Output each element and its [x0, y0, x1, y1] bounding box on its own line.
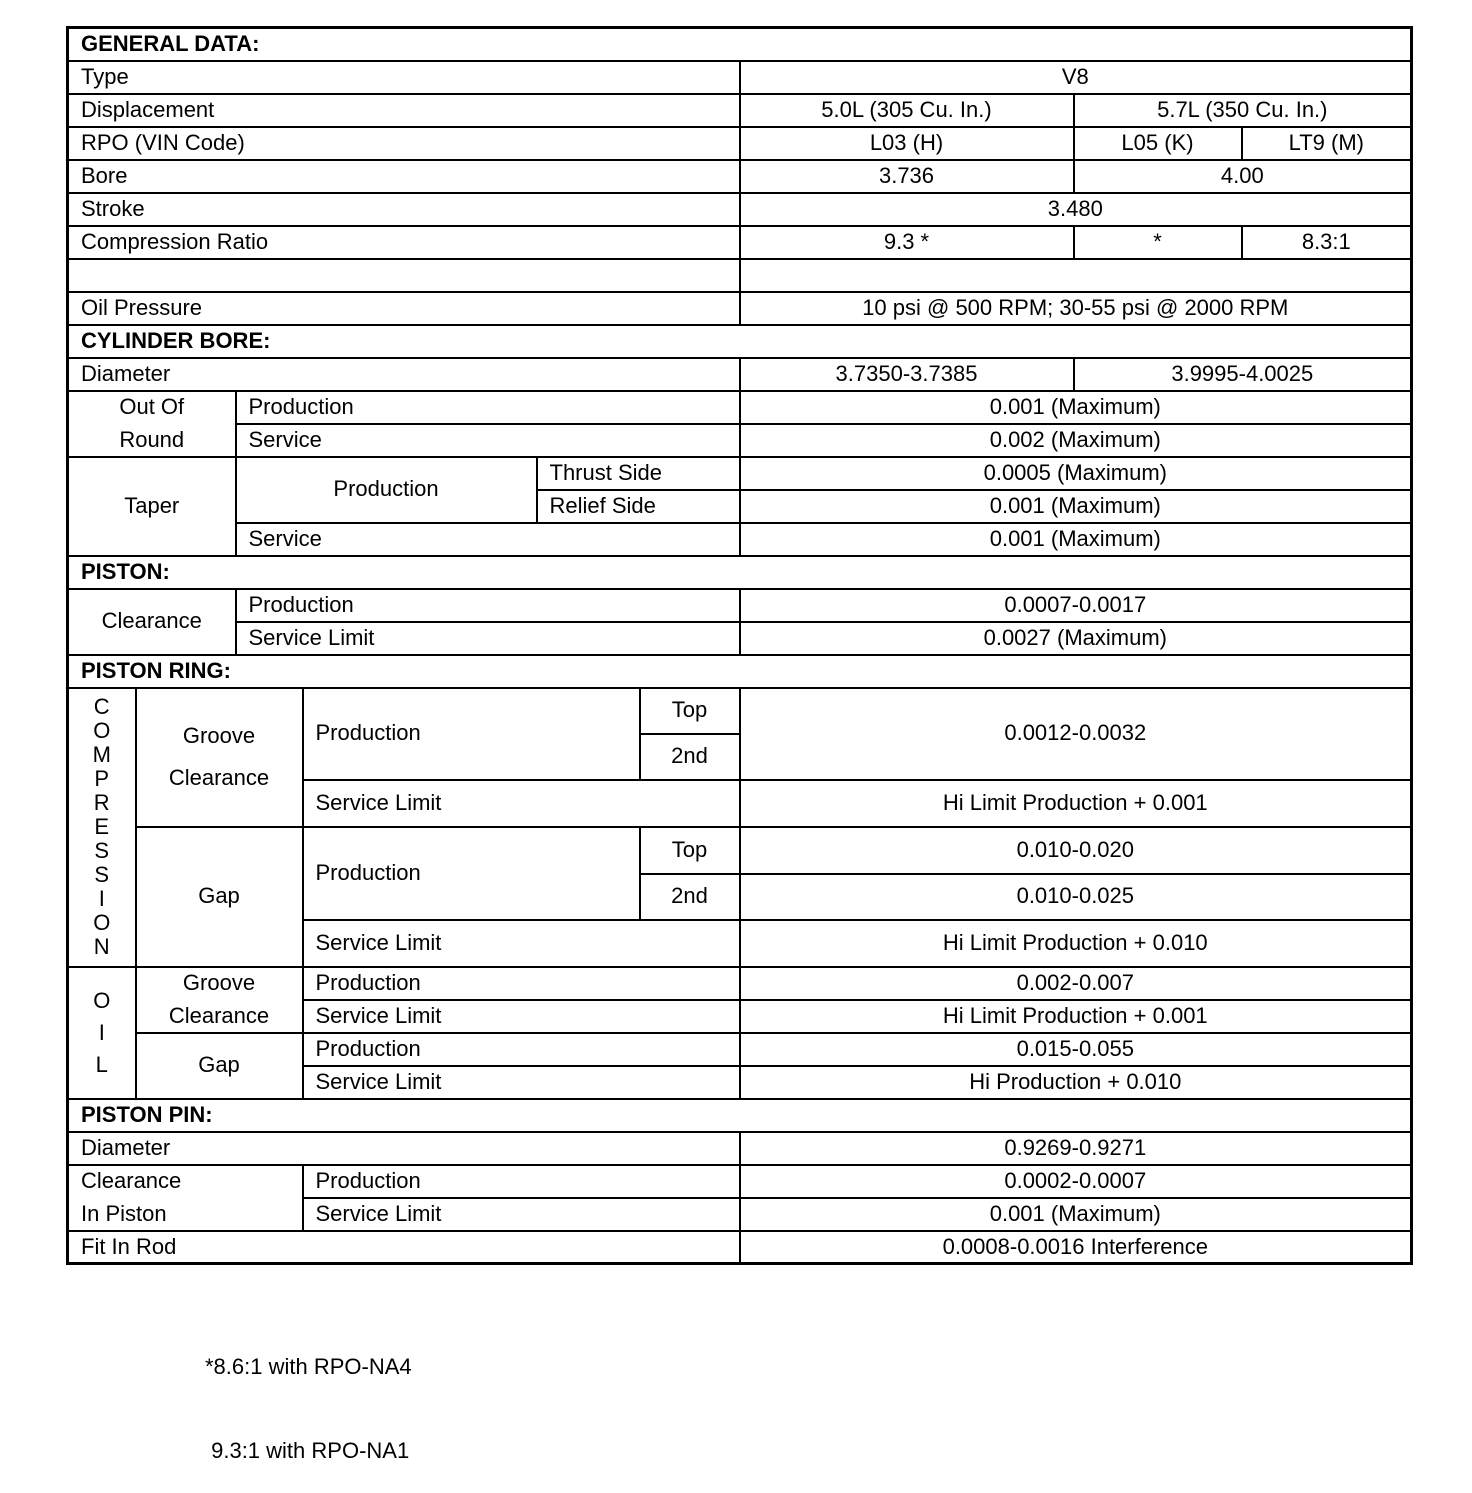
- footnote-line1: *8.6:1 with RPO-NA4: [205, 1354, 412, 1379]
- oil-groove-production-value: 0.002-0.007: [740, 967, 1412, 1000]
- taper-production-label: Production: [236, 457, 537, 523]
- bore-diameter-value-a: 3.7350-3.7385: [740, 358, 1074, 391]
- oil-groove-line2: Clearance: [168, 1002, 270, 1028]
- pin-clearance-line1: Clearance: [81, 1167, 182, 1193]
- taper-thrust-value: 0.0005 (Maximum): [740, 457, 1412, 490]
- compression-value-a: 9.3 *: [740, 226, 1074, 259]
- oil-groove-production-row: [68, 967, 1412, 1000]
- oil-letter: I: [98, 1019, 105, 1045]
- oil-groove-service-label: Service Limit: [303, 1000, 740, 1033]
- piston-ring-heading: PISTON RING:: [68, 655, 1412, 688]
- general-heading-row: [68, 28, 1412, 61]
- compression-row: [68, 226, 1412, 259]
- type-label: Type: [68, 61, 740, 94]
- blank-value-cell: [740, 259, 1412, 292]
- stroke-row: [68, 193, 1412, 226]
- oil-groove-production-label: Production: [303, 967, 740, 1000]
- oil-letters: [69, 985, 135, 1081]
- taper-service-label: Service: [236, 523, 740, 556]
- displacement-label: Displacement: [68, 94, 740, 127]
- compression-letter: S: [94, 862, 110, 887]
- oil-gap-label: Gap: [136, 1033, 303, 1099]
- compression-letter: S: [94, 838, 110, 863]
- comp-gap-second-value: 0.010-0.025: [740, 874, 1412, 920]
- taper-thrust-row: [68, 457, 1412, 490]
- oil-gap-production-value: 0.015-0.055: [740, 1033, 1412, 1066]
- comp-groove-production-value: 0.0012-0.0032: [740, 688, 1412, 780]
- piston-pin-heading: PISTON PIN:: [68, 1099, 1412, 1132]
- rpo-label: RPO (VIN Code): [68, 127, 740, 160]
- bore-diameter-label: Diameter: [68, 358, 740, 391]
- oor-service-label: Service: [236, 424, 740, 457]
- piston-clearance-production-row: [68, 589, 1412, 622]
- oil-groove-clearance-label: [136, 967, 303, 1033]
- pin-service-limit-label: Service Limit: [303, 1198, 740, 1231]
- pin-clearance-line2: In Piston: [81, 1201, 167, 1226]
- pin-diameter-row: [68, 1132, 1412, 1165]
- comp-groove-service-value: Hi Limit Production + 0.001: [740, 780, 1412, 827]
- compression-letter: O: [93, 910, 111, 935]
- bore-value-a: 3.736: [740, 160, 1074, 193]
- compression-letter: C: [93, 694, 110, 719]
- piston-service-limit-label: Service Limit: [236, 622, 740, 655]
- oil-vertical-label: [68, 967, 136, 1099]
- cylinder-bore-heading-row: [68, 325, 1412, 358]
- taper-label: Taper: [68, 457, 236, 556]
- compression-letter: E: [94, 814, 110, 839]
- piston-production-value: 0.0007-0.0017: [740, 589, 1412, 622]
- out-of-round-production-row: [68, 391, 1412, 424]
- fit-in-rod-row: [68, 1231, 1412, 1264]
- rpo-value-a: L03 (H): [740, 127, 1074, 160]
- comp-gap-production-label: Production: [303, 827, 640, 920]
- type-row: [68, 61, 1412, 94]
- comp-gap-service-label: Service Limit: [303, 920, 740, 967]
- comp-groove-line2: Clearance: [168, 765, 270, 790]
- compression-value-b: *: [1074, 226, 1242, 259]
- blank-row: [68, 259, 1412, 292]
- footnote: [205, 1297, 412, 1493]
- oor-production-value: 0.001 (Maximum): [740, 391, 1412, 424]
- rpo-row: [68, 127, 1412, 160]
- rpo-value-c: LT9 (M): [1242, 127, 1412, 160]
- comp-groove-top-row: [68, 688, 1412, 734]
- oil-pressure-label: Oil Pressure: [68, 292, 740, 325]
- compression-letter: P: [94, 766, 110, 791]
- piston-service-limit-value: 0.0027 (Maximum): [740, 622, 1412, 655]
- rpo-value-b: L05 (K): [1074, 127, 1242, 160]
- piston-clearance-label: Clearance: [68, 589, 236, 655]
- comp-groove-second-label: 2nd: [640, 734, 740, 780]
- displacement-row: [68, 94, 1412, 127]
- oil-pressure-value: 10 psi @ 500 RPM; 30-55 psi @ 2000 RPM: [740, 292, 1412, 325]
- comp-groove-top-label: Top: [640, 688, 740, 734]
- fit-in-rod-value: 0.0008-0.0016 Interference: [740, 1231, 1412, 1264]
- taper-service-value: 0.001 (Maximum): [740, 523, 1412, 556]
- pin-production-value: 0.0002-0.0007: [740, 1165, 1412, 1198]
- compression-letters: [69, 695, 135, 959]
- out-of-round-line1: Out Of: [119, 393, 185, 419]
- comp-gap-top-row: [68, 827, 1412, 874]
- comp-gap-top-label: Top: [640, 827, 740, 874]
- comp-gap-service-value: Hi Limit Production + 0.010: [740, 920, 1412, 967]
- comp-groove-production-label: Production: [303, 688, 640, 780]
- oil-gap-production-label: Production: [303, 1033, 740, 1066]
- oor-service-value: 0.002 (Maximum): [740, 424, 1412, 457]
- pin-production-label: Production: [303, 1165, 740, 1198]
- compression-letter: I: [98, 886, 105, 911]
- comp-groove-clearance-label: [136, 688, 303, 827]
- piston-pin-heading-row: [68, 1099, 1412, 1132]
- type-value: V8: [740, 61, 1412, 94]
- comp-gap-top-value: 0.010-0.020: [740, 827, 1412, 874]
- pin-service-limit-value: 0.001 (Maximum): [740, 1198, 1412, 1231]
- oil-groove-line1: Groove: [182, 970, 256, 996]
- stroke-value: 3.480: [740, 193, 1412, 226]
- compression-value-c: 8.3:1: [1242, 226, 1412, 259]
- compression-letter: O: [93, 718, 111, 743]
- bore-diameter-row: [68, 358, 1412, 391]
- comp-groove-line1: Groove: [182, 722, 256, 748]
- pin-clearance-label: [68, 1165, 303, 1231]
- out-of-round-service-row: [68, 424, 1412, 457]
- general-heading: GENERAL DATA:: [68, 28, 1412, 61]
- oil-pressure-row: [68, 292, 1412, 325]
- compression-letter: N: [93, 934, 110, 959]
- oil-gap-production-row: [68, 1033, 1412, 1066]
- bore-diameter-value-b: 3.9995-4.0025: [1074, 358, 1412, 391]
- engine-spec-table: [66, 26, 1413, 1265]
- bore-value-b: 4.00: [1074, 160, 1412, 193]
- bore-label: Bore: [68, 160, 740, 193]
- relief-side-label: Relief Side: [537, 490, 740, 523]
- stroke-label: Stroke: [68, 193, 740, 226]
- comp-gap-second-label: 2nd: [640, 874, 740, 920]
- piston-heading-row: [68, 556, 1412, 589]
- compression-vertical-label: [68, 688, 136, 967]
- piston-production-label: Production: [236, 589, 740, 622]
- out-of-round-line2: Round: [119, 427, 185, 452]
- compression-letter: R: [93, 790, 110, 815]
- fit-in-rod-label: Fit In Rod: [68, 1231, 740, 1264]
- piston-clearance-service-row: [68, 622, 1412, 655]
- blank-label-cell: [68, 259, 740, 292]
- piston-ring-heading-row: [68, 655, 1412, 688]
- displacement-value-a: 5.0L (305 Cu. In.): [740, 94, 1074, 127]
- oil-groove-service-value: Hi Limit Production + 0.001: [740, 1000, 1412, 1033]
- taper-relief-value: 0.001 (Maximum): [740, 490, 1412, 523]
- oil-letter: O: [93, 987, 111, 1013]
- pin-diameter-value: 0.9269-0.9271: [740, 1132, 1412, 1165]
- comp-gap-label: Gap: [136, 827, 303, 967]
- comp-groove-service-label: Service Limit: [303, 780, 740, 827]
- piston-heading: PISTON:: [68, 556, 1412, 589]
- oil-gap-service-label: Service Limit: [303, 1066, 740, 1099]
- compression-label: Compression Ratio: [68, 226, 740, 259]
- cylinder-bore-heading: CYLINDER BORE:: [68, 325, 1412, 358]
- bore-row: [68, 160, 1412, 193]
- oil-gap-service-value: Hi Production + 0.010: [740, 1066, 1412, 1099]
- pin-clearance-production-row: [68, 1165, 1412, 1198]
- oor-production-label: Production: [236, 391, 740, 424]
- footnote-line2: 9.3:1 with RPO-NA1: [205, 1438, 410, 1463]
- out-of-round-label: [68, 391, 236, 457]
- thrust-side-label: Thrust Side: [537, 457, 740, 490]
- displacement-value-b: 5.7L (350 Cu. In.): [1074, 94, 1412, 127]
- oil-letter: L: [95, 1051, 108, 1077]
- pin-diameter-label: Diameter: [68, 1132, 740, 1165]
- taper-service-row: [68, 523, 1412, 556]
- compression-letter: M: [92, 742, 111, 767]
